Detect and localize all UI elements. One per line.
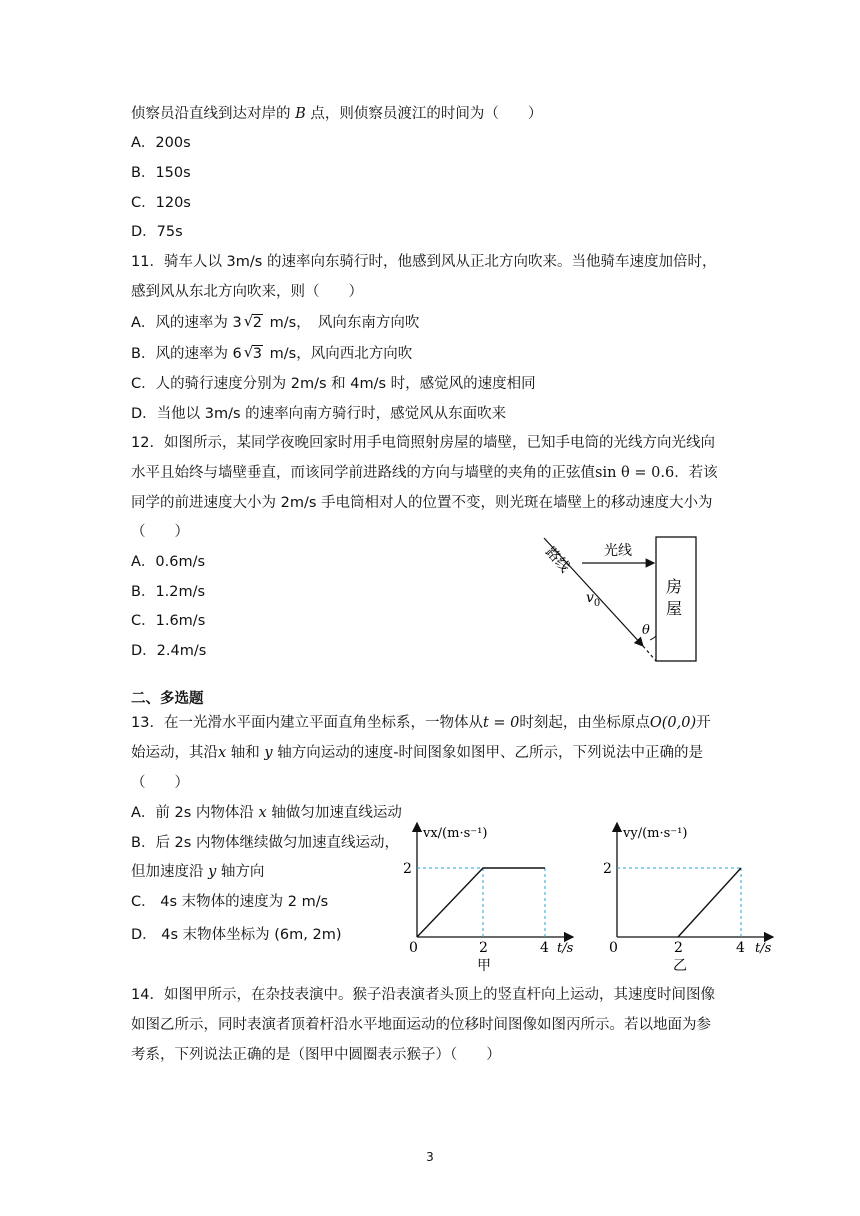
graph-b-line xyxy=(678,868,741,937)
graph-a-xtick-0: 0 xyxy=(409,940,418,956)
q12-option-d: D．2.4m/s xyxy=(131,643,207,659)
q12-option-a: A．0.6m/s xyxy=(131,554,206,570)
angle-arc xyxy=(650,636,656,640)
graph-b-caption: 乙 xyxy=(673,958,687,974)
house-label-2: 屋 xyxy=(666,599,683,618)
q11-stem-line1: 11．骑车人以 3m/s 的速率向东骑行时，他感到风从正北方向吹来。当他骑车速度加倍时， xyxy=(131,254,717,270)
q13-option-d: D． 4s 末物体坐标为 (6m, 2m) xyxy=(131,927,342,943)
graph-b-ytick: 2 xyxy=(603,861,612,877)
graph-b-xtick-0: 0 xyxy=(609,940,618,956)
q13-option-a: A．前 2s 内物体沿 x 轴做匀加速直线运动 xyxy=(131,805,402,821)
q12-option-b: B．1.2m/s xyxy=(131,584,206,600)
q10-option-b: B．150s xyxy=(131,165,191,181)
q13-stem-line2: 始运动，其沿x 轴和 y 轴方向运动的速度-时间图象如图甲、乙所示，下列说法中正确的是 xyxy=(131,745,703,761)
route-dashed xyxy=(643,646,656,661)
q12-stem-line4: （ ） xyxy=(131,524,189,540)
graph-a-ylabel: vx/(m·s⁻¹) xyxy=(423,826,488,841)
graph-b-xtick-2: 2 xyxy=(674,940,683,956)
q12-option-c: C．1.6m/s xyxy=(131,613,206,629)
q12-stem-line3: 同学的前进速度大小为 2m/s 手电筒相对人的位置不变，则光斑在墙壁上的移动速度大小为 xyxy=(131,495,713,511)
graph-a-xlabel: t/s xyxy=(557,941,574,956)
q10-option-a: A．200s xyxy=(131,135,191,151)
graph-b-ylabel: vy/(m·s⁻¹) xyxy=(623,826,688,841)
graph-b-xtick-4: 4 xyxy=(736,940,745,956)
graph-a-xtick-4: 4 xyxy=(540,940,549,956)
q10-option-d: D．75s xyxy=(131,224,183,240)
q14-stem-line1: 14．如图甲所示，在杂技表演中。猴子沿表演者头顶上的竖直杆向上运动，其速度时间图像 xyxy=(131,987,715,1003)
graph-a-caption: 甲 xyxy=(477,958,491,974)
route-label: 路线 xyxy=(542,544,573,576)
theta-label: θ xyxy=(642,623,650,638)
q13-graph-a xyxy=(395,815,585,975)
q13-option-b-line2: 但加速度沿 y 轴方向 xyxy=(131,864,265,880)
velocity-label: $v_0$ xyxy=(586,590,601,609)
q11-option-a: A．风的速率为 3 √ 2 m/s， 风向东南方向吹 xyxy=(131,312,420,331)
q14-stem-line3: 考系，下列说法正确的是（图甲中圆圈表示猴子）（ ） xyxy=(131,1047,501,1063)
q11-option-b: B．风的速率为 6 √ 3 m/s，风向西北方向吹 xyxy=(131,343,413,362)
q11-option-c: C．人的骑行速度分别为 2m/s 和 4m/s 时，感觉风的速度相同 xyxy=(131,376,536,392)
page-number: 3 xyxy=(426,1150,434,1164)
q12-stem-line2: 水平且始终与墙壁垂直，而该同学前进路线的方向与墙壁的夹角的正弦值sin θ = 0.6．若该 xyxy=(131,465,718,481)
graph-a-ytick: 2 xyxy=(403,861,412,877)
graph-a-line xyxy=(417,868,545,937)
q13-graph-b xyxy=(595,815,785,975)
q11-option-d: D．当他以 3m/s 的速率向南方骑行时，感觉风从东面吹来 xyxy=(131,406,507,422)
house-label-1: 房 xyxy=(666,577,683,596)
light-label: 光线 xyxy=(604,543,632,559)
q14-stem-line2: 如图乙所示，同时表演者顶着杆沿水平地面运动的位移时间图像如图丙所示。若以地面为参 xyxy=(131,1017,711,1033)
q12-figure xyxy=(540,530,710,670)
q10-stem-tail: 侦察员沿直线到达对岸的 B 点，则侦察员渡江的时间为（ ） xyxy=(131,106,543,122)
q13-stem-line1: 13．在一光滑水平面内建立平面直角坐标系，一物体从t = 0时刻起，由坐标原点O(0,0)开 xyxy=(131,715,711,731)
section-title: 二、多选题 xyxy=(131,691,204,707)
q13-stem-line3: （ ） xyxy=(131,775,189,791)
graph-b-xlabel: t/s xyxy=(755,941,772,956)
graph-a-xtick-2: 2 xyxy=(479,940,488,956)
q13-option-c: C． 4s 末物体的速度为 2 m/s xyxy=(131,894,329,910)
q12-stem-line1: 12．如图所示，某同学夜晚回家时用手电筒照射房屋的墙壁，已知手电筒的光线方向光线向 xyxy=(131,435,715,451)
q10-option-c: C．120s xyxy=(131,195,191,211)
q11-stem-line2: 感到风从东北方向吹来，则（ ） xyxy=(131,284,363,300)
q13-option-b-line1: B．后 2s 内物体继续做匀加速直线运动， xyxy=(131,835,399,851)
